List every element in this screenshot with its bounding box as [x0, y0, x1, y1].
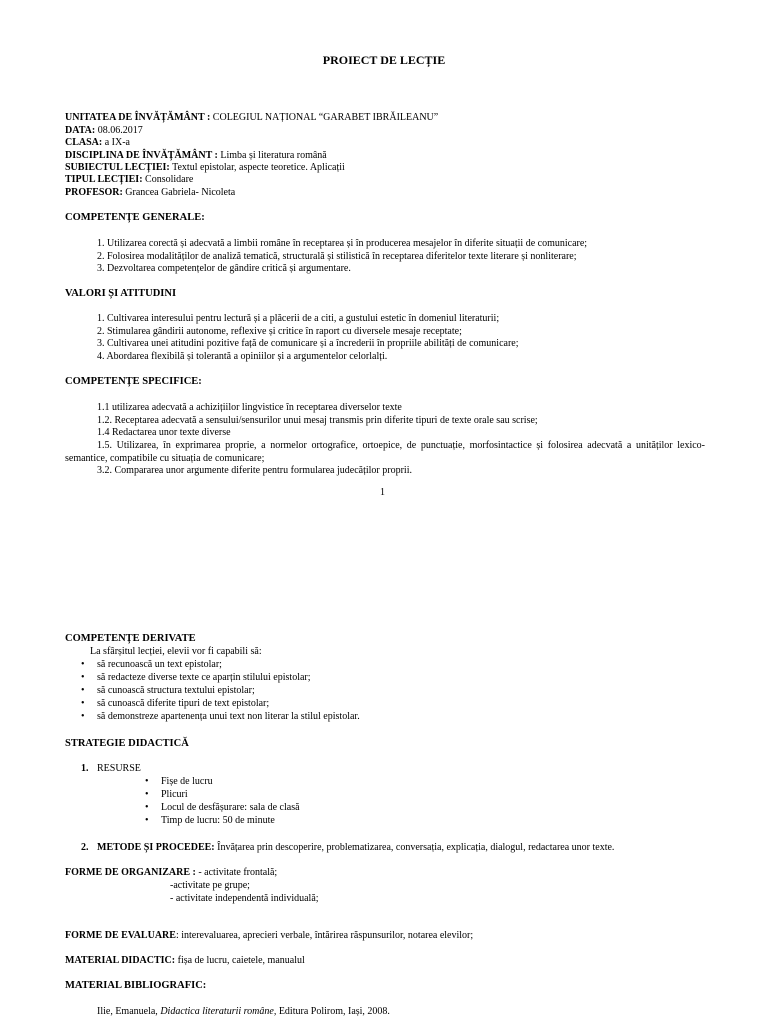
info-disciplina: DISCIPLINA DE ÎNVĂȚĂMÂNT : Limba și literatura română — [65, 150, 327, 161]
heading-competente-derivate: COMPETENȚE DERIVATE — [65, 633, 196, 644]
page-number: 1 — [380, 487, 385, 498]
list-item: 1.4 Redactarea unor texte diverse — [97, 427, 231, 438]
heading-valori: VALORI ȘI ATITUDINI — [65, 288, 177, 299]
heading-bibliografie: MATERIAL BIBLIOGRAFIC: — [65, 980, 207, 991]
list-item: 4. Abordarea flexibilă și tolerantă a opiniilor și a argumentelor celorlalți. — [97, 351, 388, 362]
heading-competente-specifice: COMPETENȚE SPECIFICE: — [65, 376, 202, 387]
list-item: 3. Dezvoltarea competențelor de gândire critică și argumentare. — [97, 263, 351, 274]
resurse-number: 1. — [81, 763, 89, 774]
list-item: 1.2. Receptarea adecvată a sensului/sensurilor unui mesaj transmis prin diferite tipuri de texte orale sau scrise; — [97, 415, 538, 426]
list-item: -activitate pe grupe; — [170, 880, 250, 891]
list-item: 1. Utilizarea corectă și adecvată a limbii române în receptarea și în producerea mesajelor în diferite situații de comunicare; — [97, 238, 588, 249]
info-unitate: UNITATEA DE ÎNVĂȚĂMÂNT : COLEGIUL NAȚIONAL “GARABET IBRĂILEANU” — [65, 112, 439, 123]
list-item: • să recunoască un text epistolar; — [97, 658, 222, 671]
list-item: • să redacteze diverse texte ce aparțin stilului epistolar; — [97, 671, 311, 684]
heading-competente-generale: COMPETENȚE GENERALE: — [65, 212, 205, 223]
list-item: • să cunoască structura textului epistolar; — [97, 684, 255, 697]
list-item: • Fișe de lucru — [161, 775, 213, 788]
list-item: 3.2. Compararea unor argumente diferite pentru formularea judecăților proprii. — [97, 465, 412, 476]
info-clasa: CLASA: a IX-a — [65, 137, 130, 148]
list-item: 2. Folosirea modalităților de analiză tematică, structurală și stilistică în receptarea diferitelor texte literare și nonliterare; — [97, 251, 577, 262]
heading-strategie: STRATEGIE DIDACTICĂ — [65, 738, 189, 749]
list-item: 2. Stimularea gândirii autonome, reflexive și critice în raport cu diversele mesaje receptate; — [97, 326, 462, 337]
list-item: - activitate independentă individuală; — [170, 893, 319, 904]
info-data: DATA: 08.06.2017 — [65, 125, 143, 136]
info-tip: TIPUL LECȚIEI: Consolidare — [65, 174, 194, 185]
material-didactic: MATERIAL DIDACTIC: fișa de lucru, caietele, manualul — [65, 955, 305, 966]
list-item: • să demonstreze apartenența unui text non literar la stilul epistolar. — [97, 710, 360, 723]
bibliography-entry: Ilie, Emanuela, Didactica literaturii române, Editura Polirom, Iași, 2008. — [97, 1006, 390, 1017]
metode-number: 2. — [81, 842, 89, 853]
metode-row: METODE ȘI PROCEDEE: Învățarea prin descoperire, problematizarea, conversația, explicația, dialogul, redactarea unor texte. — [97, 842, 615, 853]
list-item: 1.1 utilizarea adecvată a achizițiilor lingvistice în receptarea diverselor texte — [97, 402, 402, 413]
resurse-label: RESURSE — [97, 763, 141, 774]
list-item: 1. Cultivarea interesului pentru lectură și a plăcerii de a citi, a gustului estetic în domeniul literaturii; — [97, 313, 500, 324]
derivate-intro: La sfârșitul lecției, elevii vor fi capabili să: — [90, 646, 262, 657]
list-item: • Locul de desfășurare: sala de clasă — [161, 801, 300, 814]
page-title: PROIECT DE LECȚIE — [322, 53, 446, 67]
list-item: • Timp de lucru: 50 de minute — [161, 814, 275, 827]
list-item: 1.5. Utilizarea, în exprimarea proprie, a normelor ortografice, ortoepice, de punctuație, morfosintactice și folosirea adecvată a unităților lexico-semantice, compatibile cu situația de comunicare; — [65, 440, 705, 464]
list-item: • Plicuri — [161, 788, 188, 801]
forme-organizare: FORME DE ORGANIZARE : - activitate frontală; — [65, 867, 278, 878]
list-item: 3. Cultivarea unei atitudini pozitive față de comunicare și a încrederii în propriile abilități de comunicare; — [97, 338, 519, 349]
list-item: • să cunoască diferite tipuri de text epistolar; — [97, 697, 269, 710]
info-subiect: SUBIECTUL LECȚIEI: Textul epistolar, aspecte teoretice. Aplicații — [65, 162, 345, 173]
info-profesor: PROFESOR: Grancea Gabriela- Nicoleta — [65, 187, 236, 198]
forme-evaluare: FORME DE EVALUARE: interevaluarea, aprecieri verbale, întărirea răspunsurilor, notarea elevilor; — [65, 930, 474, 941]
